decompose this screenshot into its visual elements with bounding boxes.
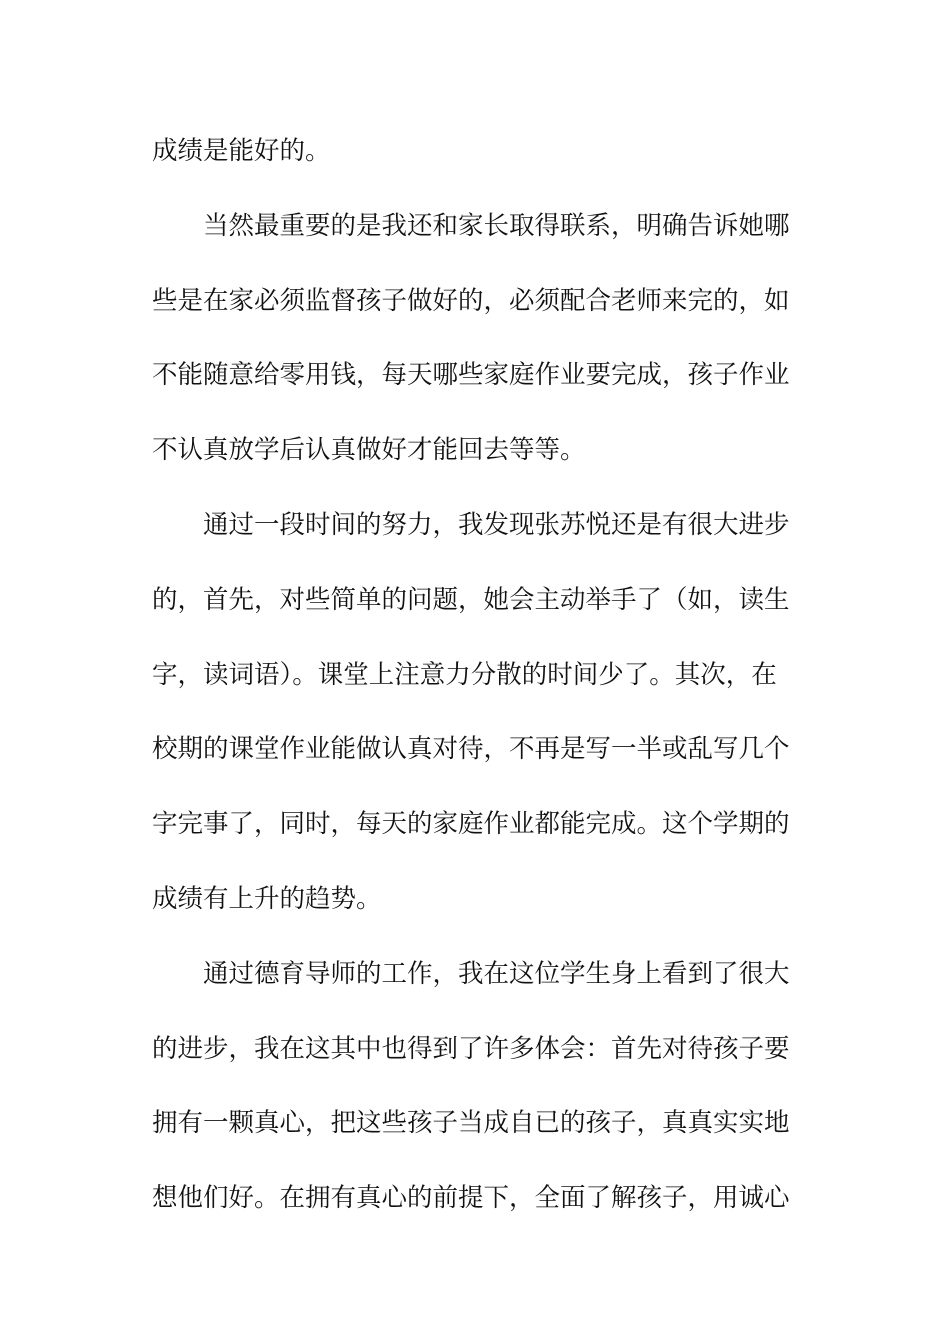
text-line: 校期的课堂作业能做认真对待，不再是写一半或乱写几个 xyxy=(152,734,790,765)
text-line: 成绩有上升的趋势。 xyxy=(152,883,382,914)
text-line: 通过德育导师的工作，我在这位学生身上看到了很大 xyxy=(203,958,790,989)
text-line: 字完事了，同时，每天的家庭作业都能完成。这个学期的 xyxy=(152,809,790,840)
text-line: 不认真放学后认真做好才能回去等等。 xyxy=(152,435,586,466)
text-line: 的，首先，对些简单的问题，她会主动举手了（如，读生 xyxy=(152,584,790,615)
text-line: 通过一段时间的努力，我发现张苏悦还是有很大进步 xyxy=(203,509,790,540)
text-line: 成绩是能好的。 xyxy=(152,136,331,166)
text-line: 字，读词语）。课堂上注意力分散的时间少了。其次，在 xyxy=(152,659,777,690)
text-line: 想他们好。在拥有真心的前提下，全面了解孩子，用诚心 xyxy=(152,1183,790,1214)
text-line: 拥有一颗真心，把这些孩子当成自已的孩子，真真实实地 xyxy=(152,1108,790,1139)
text-line: 当然最重要的是我还和家长取得联系，明确告诉她哪 xyxy=(203,210,790,241)
text-line: 不能随意给零用钱，每天哪些家庭作业要完成，孩子作业 xyxy=(152,360,790,391)
text-line: 的进步，我在这其中也得到了许多体会：首先对待孩子要 xyxy=(152,1033,790,1064)
text-line: 些是在家必须监督孩子做好的，必须配合老师来完的，如 xyxy=(152,285,790,316)
document-body xyxy=(152,114,792,1236)
